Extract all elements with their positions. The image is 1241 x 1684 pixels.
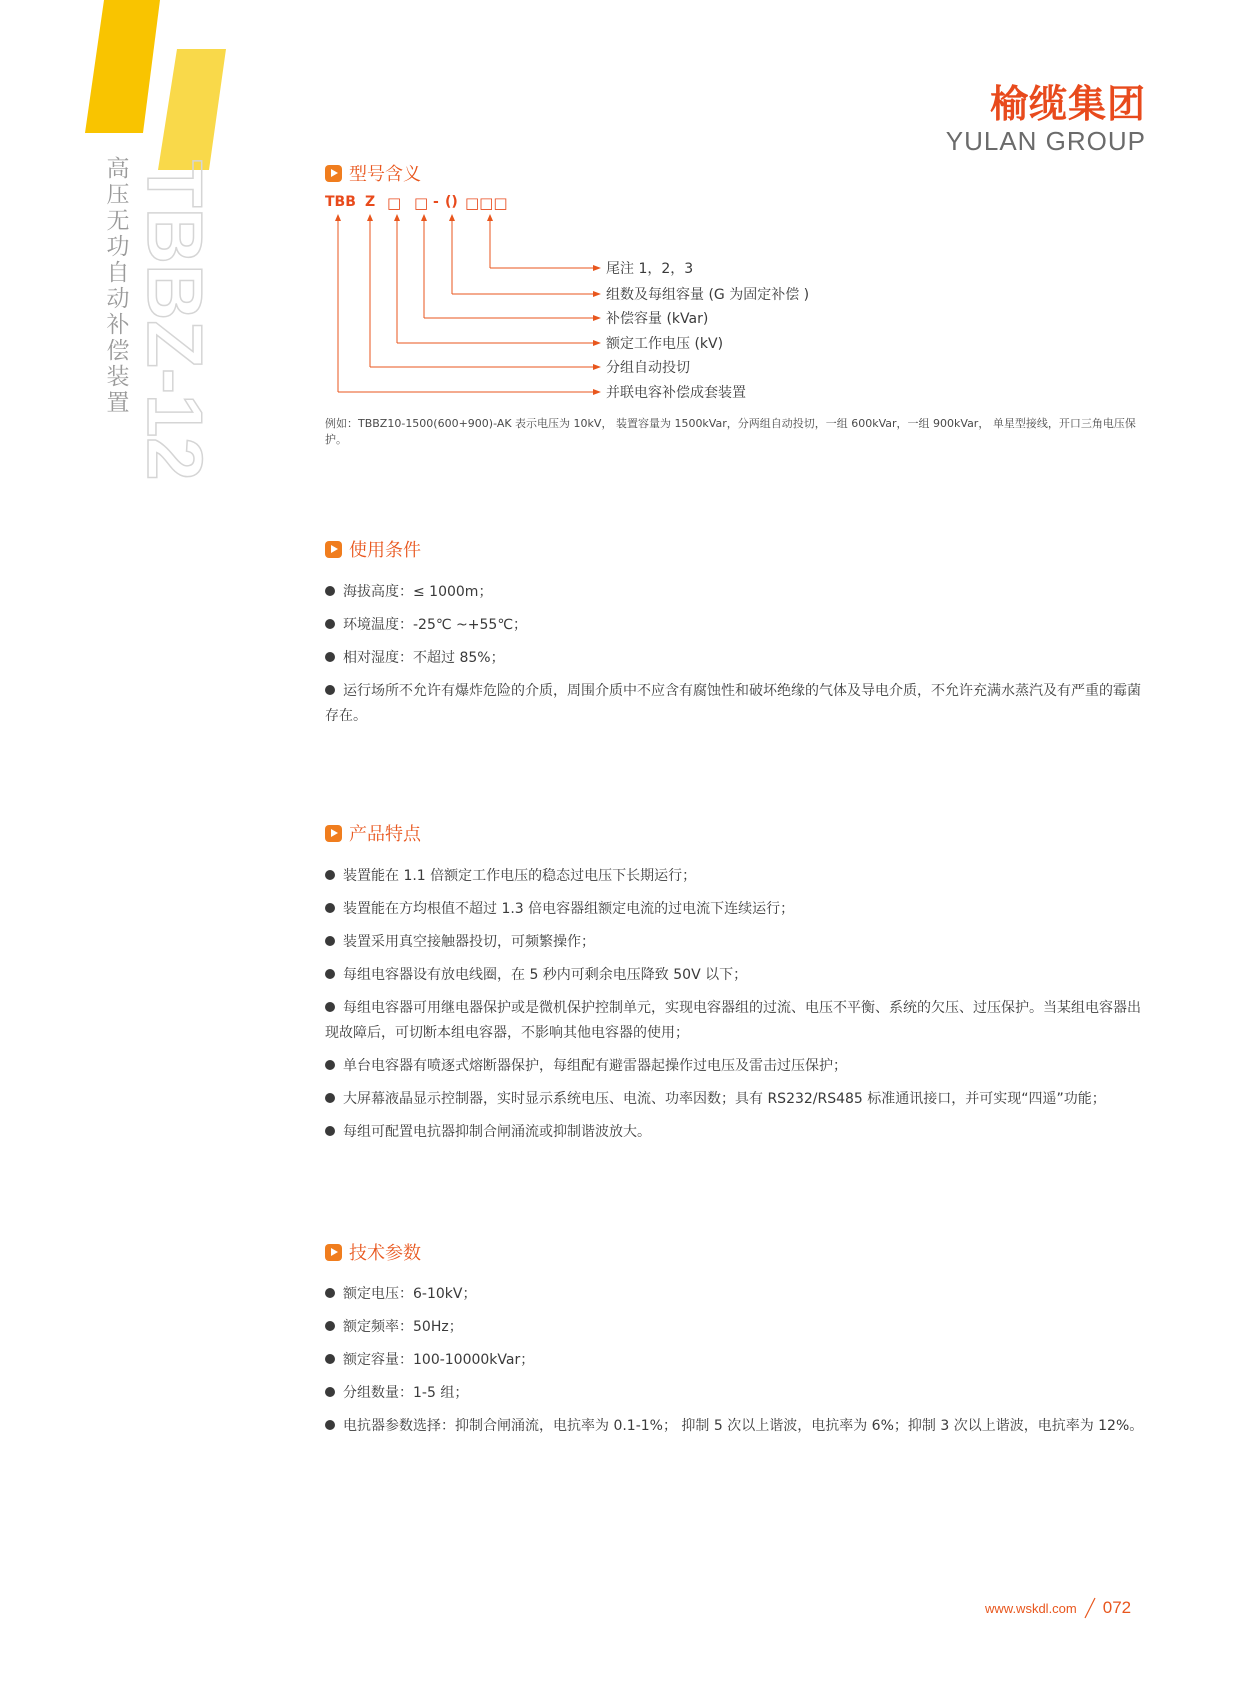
list-item: 额定频率：50Hz；: [325, 1315, 1150, 1340]
bullet-icon: [325, 1420, 335, 1430]
code-part-suffix: □□□: [465, 194, 508, 212]
bullet-icon: [325, 1060, 335, 1070]
list-item: 单台电容器有喷逐式熔断器保护，每组配有避雷器起操作过电压及雷击过压保护；: [325, 1054, 1150, 1079]
bullet-icon: [325, 1387, 335, 1397]
list-item: 大屏幕液晶显示控制器，实时显示系统电压、电流、功率因数；具有 RS232/RS485 标准通讯接口，并可实现“四遥”功能；: [325, 1087, 1150, 1112]
model-connector-lines: [325, 210, 610, 400]
page-number: 072: [1102, 1598, 1132, 1617]
list-item: 额定电压：6-10kV；: [325, 1282, 1150, 1307]
list-item: 海拔高度：≤ 1000m；: [325, 580, 1150, 605]
section-conditions-header: [325, 536, 421, 562]
play-icon: [325, 165, 342, 182]
side-title-en: [131, 158, 219, 658]
play-icon: [325, 541, 342, 558]
bullet-icon: [325, 652, 335, 662]
play-icon: [325, 825, 342, 842]
params-list: [325, 1282, 1150, 1447]
bullet-icon: [325, 870, 335, 880]
bullet-icon: [325, 1126, 335, 1136]
section-conditions-title: 使用条件: [349, 540, 421, 561]
side-title-cn: 高压无功自动补偿装置: [106, 156, 130, 416]
bullet-icon: [325, 1288, 335, 1298]
bullet-icon: [325, 1354, 335, 1364]
list-item: 运行场所不允许有爆炸危险的介质，周围介质中不应含有腐蚀性和破坏绝缘的气体及导电介质，不允许充满水蒸汽及有严重的霉菌存在。: [325, 683, 1141, 724]
conditions-list: [325, 580, 1150, 737]
logo-cn-text: 榆缆集团: [989, 82, 1146, 126]
list-item: 相对湿度：不超过 85%；: [325, 646, 1150, 671]
list-item: 装置能在 1.1 倍额定工作电压的稳态过电压下长期运行；: [325, 864, 1150, 889]
section-features-title: 产品特点: [349, 824, 421, 845]
section-params-header: [325, 1239, 421, 1265]
code-part-z: Z: [365, 194, 376, 210]
code-part-capacity: □: [414, 194, 429, 212]
code-part-dash: -: [433, 194, 439, 210]
bullet-icon: [325, 936, 335, 946]
list-item: 装置能在方均根值不超过 1.3 倍电容器组额定电流的过电流下连续运行；: [325, 897, 1150, 922]
model-label-device: 并联电容补偿成套装置: [606, 385, 746, 401]
bullet-icon: [325, 685, 335, 695]
svg-text:TBBZ-12: TBBZ-12: [131, 160, 219, 481]
bullet-icon: [325, 1093, 335, 1103]
model-label-capacity: 补偿容量 (kVar): [606, 311, 709, 327]
list-item: 每组可配置电抗器抑制合闸涌流或抑制谐波放大。: [325, 1120, 1150, 1145]
model-label-voltage: 额定工作电压 (kV): [606, 336, 724, 352]
list-item: 装置采用真空接触器投切，可频繁操作；: [325, 930, 1150, 955]
slash-divider-icon: [1083, 1597, 1097, 1619]
code-part-groups: (): [445, 194, 458, 210]
list-item: 环境温度：-25℃ ~+55℃；: [325, 613, 1150, 638]
bullet-icon: [325, 903, 335, 913]
section-features-header: [325, 820, 421, 846]
bullet-icon: [325, 969, 335, 979]
bullet-icon: [325, 586, 335, 596]
features-list: [325, 864, 1150, 1153]
list-item: 每组电容器设有放电线圈，在 5 秒内可剩余电压降致 50V 以下；: [325, 963, 1150, 988]
bullet-icon: [325, 1321, 335, 1331]
list-item: 额定容量：100-10000kVar；: [325, 1348, 1150, 1373]
list-item: 电抗器参数选择：抑制合闸涌流，电抗率为 0.1-1%； 抑制 5 次以上谐波，电抗率为 6%；抑制 3 次以上谐波，电抗率为 12%。: [325, 1414, 1150, 1439]
company-logo: [906, 82, 1146, 156]
logo-en-text: YULAN GROUP: [945, 126, 1146, 156]
model-label-auto-switch: 分组自动投切: [606, 360, 690, 376]
list-item: 每组电容器可用继电器保护或是微机保护控制单元，实现电容器组的过流、电压不平衡、系统的欠压、过压保护。当某组电容器出现故障后，可切断本组电容器，不影响其他电容器的使用；: [325, 1000, 1141, 1041]
model-label-groups: 组数及每组容量 (G 为固定补偿 ): [606, 287, 810, 303]
bullet-icon: [325, 619, 335, 629]
model-label-suffix: 尾注 1，2，3: [606, 261, 694, 277]
code-part-tbb: TBB: [325, 194, 356, 210]
section-model-header: [325, 160, 421, 186]
model-example-text: 例如：TBBZ10-1500(600+900)-AK 表示电压为 10kV， 装置容量为 1500kVar，分两组自动投切，一组 600kVar，一组 900kVar， 单星型接线，开口三角电压保护。: [325, 417, 1136, 446]
section-params-title: 技术参数: [349, 1243, 421, 1264]
bullet-icon: [325, 1002, 335, 1012]
list-item: 分组数量：1-5 组；: [325, 1381, 1150, 1406]
section-model-title: 型号含义: [349, 164, 421, 185]
play-icon: [325, 1244, 342, 1261]
footer-url: www.wskdl.com: [985, 1600, 1077, 1616]
page-footer: [985, 1597, 1131, 1619]
code-part-voltage: □: [387, 194, 402, 212]
